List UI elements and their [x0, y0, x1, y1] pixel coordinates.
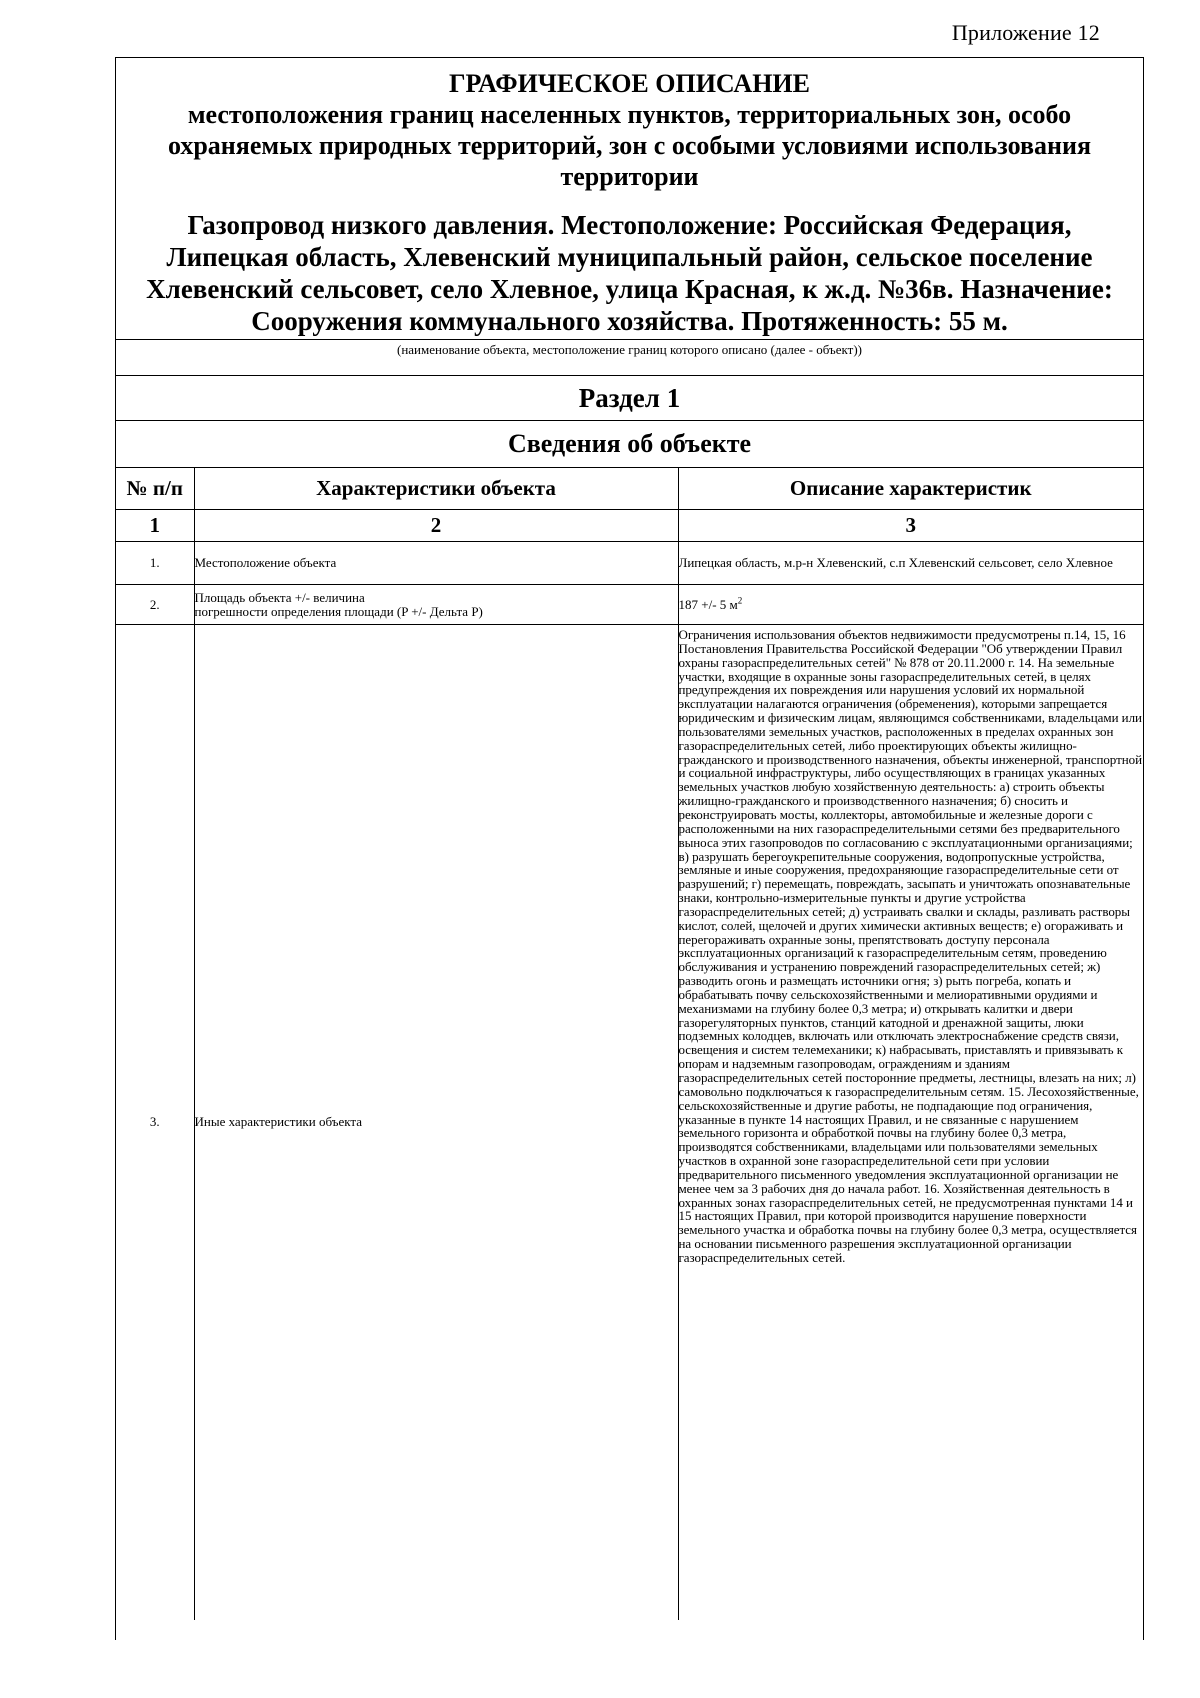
row-index: 3.	[116, 625, 194, 1620]
table-row	[116, 542, 1143, 585]
object-name: Газопровод низкого давления. Местоположение: Российская Федерация, Липецкая область, Хлевенский муниципальный район, сельское поселение Хлевенский сельсовет, село Хлевное, улица Красная, к ж.д. №36в. Назначение: Сооружения коммунального хозяйства. Протяженность: 55 м.	[146, 210, 1113, 336]
row-characteristic-line-1: Площадь объекта +/- величина	[194, 589, 365, 605]
table-row	[116, 585, 1143, 625]
table-header-row	[116, 468, 1143, 510]
row-characteristic	[194, 585, 678, 625]
row-characteristic: Местоположение объекта	[194, 542, 678, 585]
row-characteristic: Иные характеристики объекта	[194, 625, 678, 1620]
section-subtitle: Сведения об объекте	[116, 421, 1143, 468]
section-title: Раздел 1	[116, 376, 1143, 421]
row-characteristic-line-2: погрешности определения площади (P +/- Дельта P)	[194, 603, 483, 619]
column-header-characteristics: Характеристики объекта	[194, 468, 678, 510]
row-description	[678, 585, 1143, 625]
row-description: Ограничения использования объектов недвижимости предусмотрены п.14, 15, 16 Постановления Правительства Российской Федерации "Об утверждении Правил охраны газораспределительных сетей" № 878 от 20.11.2000 г. 14. На земельные участки, входящие в охранные зоны газораспределительных сетей, в целях предупреждения их повреждения или нарушения условий их нормальной эксплуатации налагаются ограничения (обременения), которыми запрещается юридическим и физическим лицам, являющимся собственниками, владельцами или пользователями земельных участков, расположенных в пределах охранных зон газораспределительных сетей, либо проектирующих объекты жилищно-гражданского и производственного назначения, объекты инженерной, транспортной и социальной инфраструктуры, либо осуществляющих в границах указанных земельных участков любую хозяйственную деятельность: а) строить объекты жилищно-гражданского и производственного назначения; б) сносить и реконструировать мосты, коллекторы, автомобильные и железные дороги с расположенными на них газораспределительными сетями без предварительного выноса этих газопроводов по согласованию с эксплуатационными организациями; в) разрушать берегоукрепительные сооружения, водопропускные устройства, земляные и иные сооружения, предохраняющие газораспределительные сети от разрушений; г) перемещать, повреждать, засыпать и уничтожать опознавательные знаки, контрольно-измерительные пункты и другие устройства газораспределительных сетей; д) устраивать свалки и склады, разливать растворы кислот, солей, щелочей и других химически активных веществ; е) огораживать и перегораживать охранные зоны, препятствовать доступу персонала эксплуатационных организаций к газораспределительным сетям, проведению обслуживания и устранению повреждений газораспределительных сетей; ж) разводить огонь и размещать источники огня; з) рыть погреба, копать и обрабатывать почву сельскохозяйственными и мелиоративными орудиями и механизмами на глубину более 0,3 метра; и) открывать калитки и двери газорегуляторных пунктов, станций катодной и дренажной защиты, люки подземных колодцев, включать или отключать электроснабжение средств связи, освещения и систем телемеханики; к) набрасывать, приставлять и привязывать к опорам и надземным газопроводам, ограждениям и зданиям газораспределительных сетей посторонние предметы, лестницы, влезать на них; л) самовольно подключаться к газораспределительным сетям. 15. Лесохозяйственные, сельскохозяйственные и другие работы, не подпадающие под ограничения, указанные в пункте 14 настоящих Правил, и не связанные с нарушением земельного горизонта и обработкой почвы на глубину более 0,3 метра, производятся собственниками, владельцами или пользователями земельных участков в охранной зоне газораспределительной сети при условии предварительного письменного уведомления эксплуатационной организации не менее чем за 3 рабочих дня до начала работ. 16. Хозяйственная деятельность в охранных зонах газораспределительных сетей, не предусмотренная пунктами 14 и 15 настоящих Правил, при которой производится нарушение поверхности земельного участка и обработка почвы на глубину более 0,3 метра, осуществляется на основании письменного разрешения эксплуатационной организации газораспределительных сетей.	[678, 625, 1143, 1620]
document-subtitle: местоположения границ населенных пунктов, территориальных зон, особо охраняемых природных территорий, зон с особыми условиями использования территории	[167, 100, 1092, 191]
title-block	[116, 58, 1143, 340]
column-number-2: 2	[194, 510, 678, 542]
object-info-table	[116, 468, 1143, 1620]
column-number-row	[116, 510, 1143, 542]
area-value: 187 +/- 5 м	[678, 596, 738, 612]
column-number-1: 1	[116, 510, 194, 542]
document-form	[115, 57, 1144, 1640]
column-number-3: 3	[678, 510, 1143, 542]
row-description: Липецкая область, м.р-н Хлевенский, с.п Хлевенский сельсовет, село Хлевное	[678, 542, 1143, 585]
appendix-label: Приложение 12	[951, 20, 1100, 45]
area-unit-power: 2	[737, 595, 743, 606]
column-header-number: № п/п	[116, 468, 194, 510]
document-title: ГРАФИЧЕСКОЕ ОПИСАНИЕ	[449, 69, 810, 98]
table-row	[116, 625, 1143, 1620]
row-index: 2.	[116, 585, 194, 625]
column-header-description: Описание характеристик	[678, 468, 1143, 510]
row-index: 1.	[116, 542, 194, 585]
object-caption: (наименование объекта, местоположение границ которого описано (далее - объект))	[116, 340, 1143, 376]
